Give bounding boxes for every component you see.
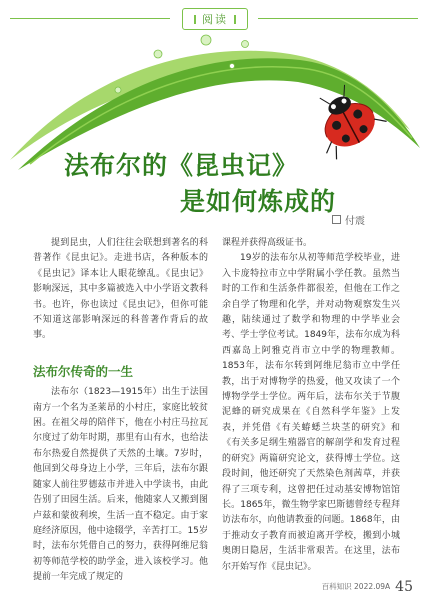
- badge-bar-icon: [194, 15, 196, 24]
- article-title-line-2: 是如何炼成的: [180, 187, 337, 216]
- header-rule-left: [10, 18, 170, 19]
- body-paragraph: 19岁的法布尔从初等师范学校毕业，进入卡庞特拉市立中学附属小学任教。虽然当时的工作和生活条件都很差，但他在工作之余自学了物理和化学，并对动物观察发生兴趣，陆续通过了数学和物理的中学毕业会考、学士学位考试。1849年，法布尔成为科西嘉岛上阿雅克肖市立中学的物理教师。1853年，法布尔转到阿维尼翁市立中学任教，出于对博物学的热爱，他又攻读了一个博物学学士学位。两年后，法布尔关于节腹泥蜂的研究成果在《自然科学年鉴》上发表，并凭借《有关蝽蟋兰块茎的研究》和《有关多足纲生殖器官的解剖学和发育过程的研究》两篇研究论文，获得博士学位。这段时间，他还研究了天然染色剂茜草，并获得了三项专利，这曾把任过动基安博物馆馆长。1865年，微生物学家巴斯德曾经专程拜访法布尔，向他请教蚕的问题。1868年，由于推动女子教育而被迫离开学校，搬到小城奥朗日隐居，生活非常艰苦。在这里，法布尔开始写作《昆虫记》。: [222, 253, 400, 572]
- body-paragraph-continued: 课程并获得高级证书。: [222, 238, 313, 248]
- magazine-issue: 百科知识 2022.09A: [321, 582, 391, 591]
- section-heading: 法布尔传奇的一生: [33, 363, 134, 379]
- left-column: [33, 236, 208, 586]
- page-footer: [322, 579, 413, 595]
- intro-paragraph: 提到昆虫，人们往往会联想到著名的科普著作《昆虫记》。走进书店，各种版本的《昆虫记》译本让人眼花缭乱。《昆虫记》影响深远，其中多篇被选入中小学语文教科书。也许，你也读过《昆虫记》，但你可能不知道这部影响深远的科普著作背后的故事。: [33, 238, 208, 341]
- badge-bar-icon: [234, 15, 236, 24]
- page-number: 45: [395, 579, 413, 595]
- article-title-line-1: 法布尔的《昆虫记》: [64, 151, 299, 180]
- author-byline: [332, 212, 365, 227]
- author-name: 付震: [345, 216, 365, 227]
- author-square-icon: [332, 215, 341, 224]
- body-paragraph: 法布尔（1823—1915年）出生于法国南方一个名为圣莱昂的小村庄，家庭比较贫困。在祖父母的陪伴下，他在小村庄马拉瓦尔度过了幼年时期，那里有山有水，也给法布尔热爱自然提供了天然的土壤。7岁时，他回到父母身边上小学，三年后，法布尔跟随家人前往罗德兹市并进入中学读书，由此告别了田园生活。后来，他随家人又搬到图卢兹和蒙彼利埃，生活一直不稳定。由于家庭经济原因，他中途辍学，辛苦打工。15岁时，法布尔凭借自己的努力，获得阿维尼翁初等师范学校的助学金，进入该校学习。他提前一年完成了规定的: [33, 387, 208, 583]
- right-column: [222, 236, 400, 575]
- header-rule-right: [258, 18, 418, 19]
- section-label: 阅读: [202, 13, 228, 26]
- section-badge: [182, 8, 248, 30]
